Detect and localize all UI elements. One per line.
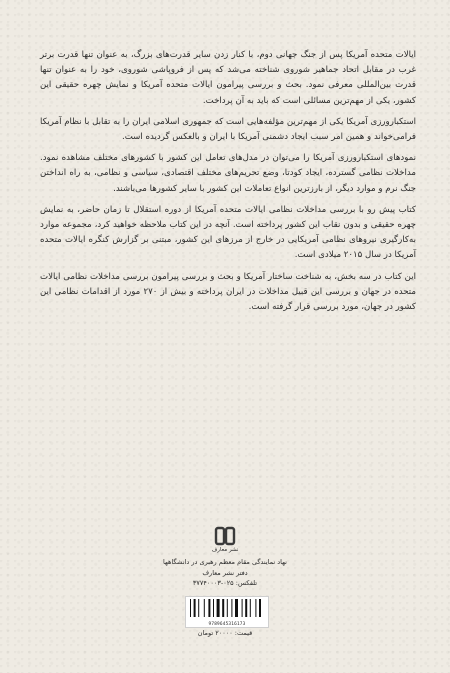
barcode-bars — [186, 597, 268, 621]
publisher-phone: تلفکس: ۰۲۵-۳۷۷۴۰۰۰۳ — [192, 579, 258, 587]
publisher-info — [130, 557, 320, 589]
price-label: قیمت: ۲۰۰۰۰ تومان — [197, 629, 253, 637]
paragraph-4: کتاب پیش رو با بررسی مداخلات نظامی ایالات متحده آمریکا از دوره استقلال تا زمان حاضر، به نمایش چهره حقیقی و بدون نقاب این کشور پرداخته است. آنچه در این کتاب ملاحظه خواهید کرد، مجموعه موارد به‌کارگیری نیروهای نظامی آمریکایی در خارج از مرزهای این کشور، مبتنی بر گزارش کنگره ایالات متحده آمریکا در سال ۲۰۱۵ میلادی است. — [40, 204, 416, 261]
paragraph-5: این کتاب در سه بخش، به شناخت ساختار آمریکا و بحث و بررسی پیرامون بررسی مداخلات نظامی ایالات متحده در جهان و بررسی این قبیل مداخلات در ایران پرداخته و بیش از ۲۷۰ مورد از اقدامات نظامی این کشور در جهان، مورد بررسی قرار گرفته است. — [40, 271, 416, 313]
publisher-line-2: دفتر نشر معارف — [202, 568, 248, 577]
paragraph-3: نمودهای استکبارورزی آمریکا را می‌توان در مدل‌های تعامل این کشور با کشورهای مختلف مشاهده نمود. مداخلات نظامی گسترده، ایجاد کودتا، وضع تحریم‌های مختلف اقتصادی، سیاسی و نظامی، به راه انداختن جنگ نرم و موارد دیگر، از بارزترین انواع تعاملات این کشور با سایر کشورها می‌باشند. — [40, 153, 416, 194]
paragraph-2: استکبارورزی آمریکا یکی از مهم‌ترین مؤلفه‌هایی است که جمهوری اسلامی ایران را به تقابل با نظام آمریکا فرامی‌خواند و همین امر سبب ایجاد دشمنی آمریکا با ایران و بالعکس گردیده است. — [40, 116, 416, 143]
isbn-barcode — [185, 596, 269, 628]
barcode-digits: 9789645316173 — [208, 622, 246, 627]
publisher-logo — [203, 525, 247, 554]
logo-caption: نشر معارف — [211, 547, 239, 553]
publisher-line-1: نهاد نمایندگی مقام معظم رهبری در دانشگاهها — [163, 558, 287, 566]
square-logo-icon — [214, 525, 236, 547]
paragraph-1: ایالات متحده آمریکا پس از جنگ جهانی دوم، با کنار زدن سایر قدرت‌های بزرگ، به عنوان تنها قدرت برتر غرب در مقابل اتحاد جماهیر شوروی شناخته می‌شد که پس از فروپاشی شوروی، خود را به عنوان تنها قدرت بین‌المللی معرفی نمود. بحث و بررسی پیرامون ایالات متحده آمریکا و نمایش چهره حقیقی این کشور، یکی از مهم‌ترین مسائلی است که باید به آن پرداخت. — [40, 50, 416, 106]
blurb-text — [40, 48, 416, 321]
